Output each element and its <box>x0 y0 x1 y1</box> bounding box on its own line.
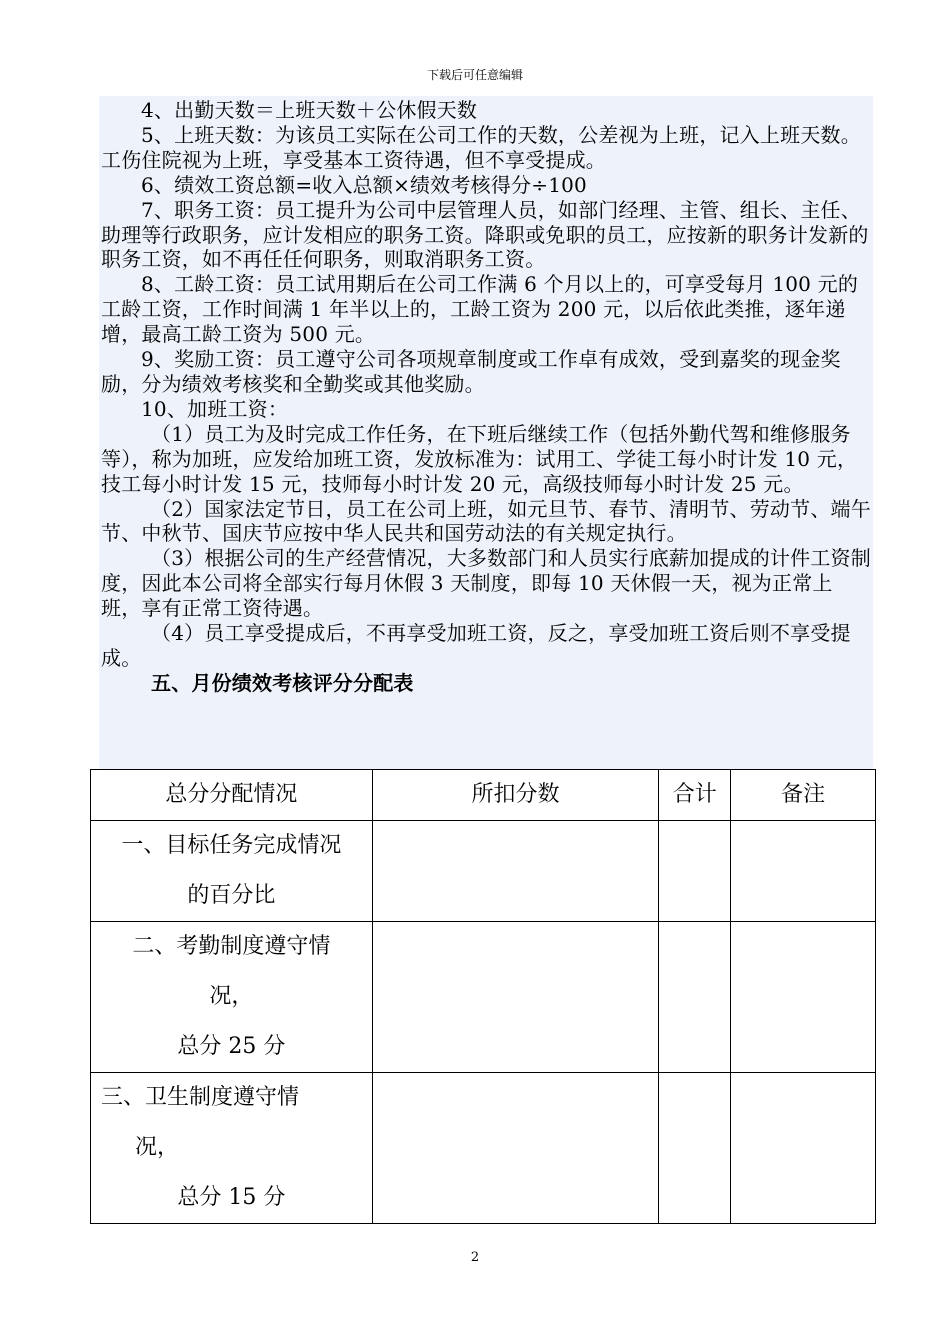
page-number: 2 <box>470 1250 480 1265</box>
remarks-cell <box>731 1073 876 1224</box>
allocation-cell <box>91 1073 373 1224</box>
allocation-line: 三、卫生制度遵守情 <box>101 1085 300 1110</box>
table-row <box>91 821 876 922</box>
allocation-line: 总分 15 分 <box>177 1185 286 1210</box>
total-cell <box>659 1073 731 1224</box>
deducted-cell <box>372 1073 659 1224</box>
allocation-line: 的百分比 <box>187 883 276 908</box>
paragraph-overtime-3: （3）根据公司的生产经营情况，大多数部门和人员实行底薪加提成的计件工资制度，因此本公司将全部实行每月休假 3 天制度，即每 10 天休假一天，视为正常上班，享有正常工资待遇。 <box>101 546 871 621</box>
table-row <box>91 922 876 1073</box>
paragraph-attendance-days: 4、出勤天数＝上班天数＋公休假天数 <box>141 98 478 122</box>
deducted-cell <box>372 821 659 922</box>
allocation-cell <box>91 821 373 922</box>
remarks-cell <box>731 821 876 922</box>
deducted-cell <box>372 922 659 1073</box>
page-header: 下载后可任意编辑 <box>426 68 523 82</box>
allocation-line: 况， <box>209 984 254 1009</box>
total-cell <box>659 922 731 1073</box>
column-header-allocation: 总分分配情况 <box>91 770 373 821</box>
allocation-cell <box>91 922 373 1073</box>
score-allocation-table <box>90 769 876 1224</box>
column-header-total: 合计 <box>659 770 731 821</box>
allocation-line: 况， <box>135 1135 180 1160</box>
paragraph-overtime-title: 10、加班工资： <box>141 396 289 421</box>
column-header-deducted: 所扣分数 <box>372 770 659 821</box>
column-header-remarks: 备注 <box>731 770 876 821</box>
paragraph-overtime-4: （4）员工享受提成后，不再享受加班工资，反之，享受加班工资后则不享受提成。 <box>101 621 851 670</box>
paragraph-work-days: 5、上班天数：为该员工实际在公司工作的天数，公差视为上班，记入上班天数。工伤住院视为上班，享受基本工资待遇，但不享受提成。 <box>101 122 861 172</box>
table-row <box>91 1073 876 1224</box>
paragraph-bonus-pay: 9、奖励工资：员工遵守公司各项规章制度或工作卓有成效，受到嘉奖的现金奖励，分为绩效考核奖和全勤奖或其他奖励。 <box>101 347 841 396</box>
table-header-row <box>91 770 876 821</box>
allocation-line: 总分 25 分 <box>177 1034 286 1059</box>
allocation-line: 二、考勤制度遵守情 <box>132 934 331 959</box>
paragraph-position-pay: 7、职务工资：员工提升为公司中层管理人员，如部门经理、主管、组长、主任、助理等行政职务，应计发相应的职务工资。降职或免职的员工，应按新的职务计发新的职务工资，如不再任任何职务，则取消职务工资。 <box>101 197 869 272</box>
paragraph-overtime-2: （2）国家法定节日，员工在公司上班，如元旦节、春节、清明节、劳动节、端午节、中秋节、国庆节应按中华人民共和国劳动法的有关规定执行。 <box>101 496 871 546</box>
section-heading: 五、月份绩效考核评分分配表 <box>151 670 414 695</box>
paragraph-performance-pay: 6、绩效工资总额=收入总额×绩效考核得分÷100 <box>141 172 587 197</box>
paragraph-seniority-pay: 8、工龄工资：员工试用期后在公司工作满 6 个月以上的，可享受每月 100 元的工龄工资，工作时间满 1 年半以上的，工龄工资为 200 元，以后依此类推，逐年递增，最高工龄工资为 500 元。 <box>101 272 859 347</box>
remarks-cell <box>731 922 876 1073</box>
paragraph-overtime-1: （1）员工为及时完成工作任务，在下班后继续工作（包括外勤代驾和维修服务等），称为加班，应发给加班工资，发放标准为：试用工、学徒工每小时计发 10 元，技工每小时计发 15 元，技师每小时计发 20 元，高级技师每小时计发 25 元。 <box>101 421 858 496</box>
document-body <box>101 98 871 696</box>
allocation-line: 一、目标任务完成情况 <box>121 833 342 858</box>
total-cell <box>659 821 731 922</box>
